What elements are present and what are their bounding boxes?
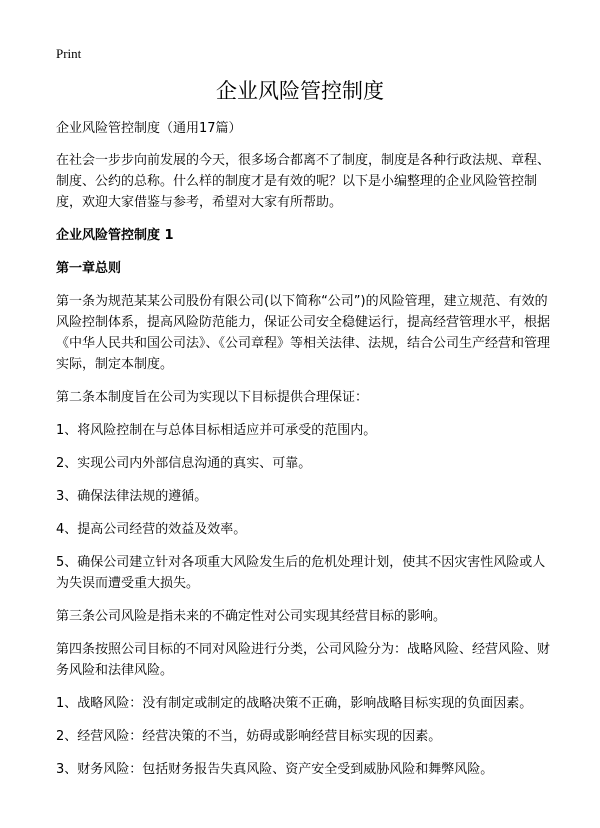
article-3: 第三条公司风险是指未来的不确定性对公司实现其经营目标的影响。 [56,609,447,624]
list-item-2: 2、实现公司内外部信息沟通的真实、可靠。 [56,456,312,471]
risk-type-2: 2、经营风险：经营决策的不当，妨碍或影响经营目标实现的因素。 [56,729,442,744]
list-item-3: 3、确保法律法规的遵循。 [56,489,208,504]
list-item-1: 1、将风险控制在与总体目标相适应并可承受的范围内。 [56,423,377,438]
print-label: Print [56,46,82,61]
list-item-5: 5、确保公司建立针对各项重大风险发生后的危机处理计划，使其不因灾害性风险或人为失误而遭受重大损失。 [56,555,546,591]
article-2: 第二条本制度旨在公司为实现以下目标提供合理保证： [56,390,369,405]
risk-type-3: 3、财务风险：包括财务报告失真风险、资产安全受到威胁风险和舞弊风险。 [56,762,494,777]
intro-paragraph: 在社会一步步向前发展的今天，很多场合都离不了制度，制度是各种行政法规、章程、制度、公约的总称。什么样的制度才是有效的呢？以下是小编整理的企业风险管控制度，欢迎大家借鉴与参考，希望对大家有所帮助。 [56,153,551,210]
document-title: 企业风险管控制度 [216,79,384,103]
document-body [56,118,552,792]
article-4: 第四条按照公司目标的不同对风险进行分类，公司风险分为：战略风险、经营风险、财务风险和法律风险。 [56,642,551,678]
section-title: 企业风险管控制度 1 [56,228,174,243]
article-1: 第一条为规范某某公司股份有限公司(以下简称“公司”)的风险管理，建立规范、有效的风险控制体系，提高风险防范能力，保证公司安全稳健运行，提高经营管理水平，根据《中华人民共和国公司法》、《公司章程》等相关法律、法规，结合公司生产经营和管理实际，制定本制度。 [56,294,551,372]
list-item-4: 4、提高公司经营的效益及效率。 [56,522,247,537]
document-subtitle: 企业风险管控制度（通用17篇） [56,121,242,136]
chapter-title: 第一章总则 [56,261,122,276]
risk-type-1: 1、战略风险：没有制定或制定的战略决策不正确，影响战略目标实现的负面因素。 [56,696,533,711]
